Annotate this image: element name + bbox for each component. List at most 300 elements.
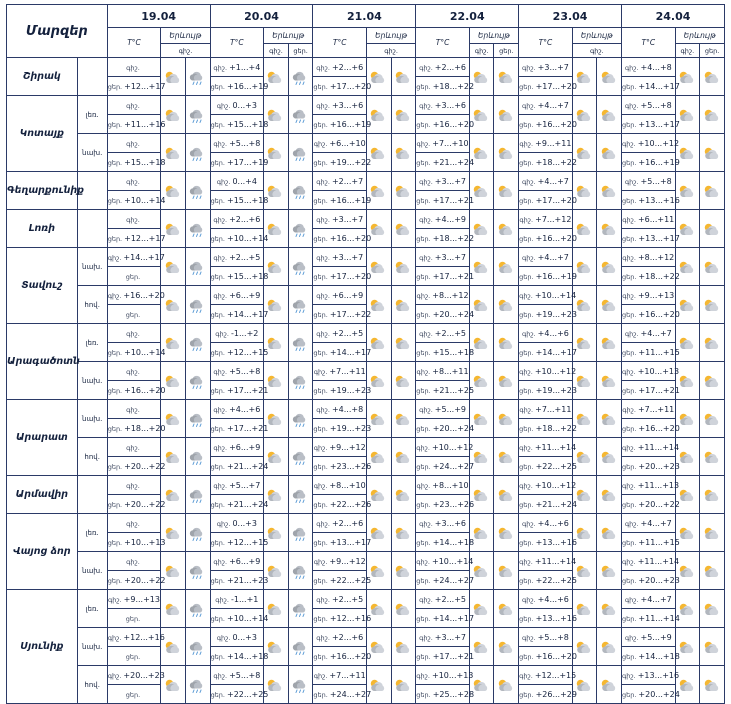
temp-cell: գիշ. +2...+6 xyxy=(313,58,367,77)
cloud-rain-icon xyxy=(185,134,210,172)
table-row xyxy=(7,248,725,267)
temp-cell: գիշ. +8...+10 xyxy=(416,476,470,495)
sun-cloud-icon xyxy=(597,248,622,286)
zone-label: նախ. xyxy=(77,248,107,286)
temp-cell: ցեր. +18...+22 xyxy=(519,153,573,172)
sun-cloud-icon xyxy=(391,362,416,400)
temp-cell: ցեր. +14...+18 xyxy=(622,647,676,666)
sun-cloud-icon xyxy=(391,324,416,362)
zone-label: նախ. xyxy=(77,628,107,666)
zone-label: նախ. xyxy=(77,400,107,438)
temp-cell: ցեր. +22...+25 xyxy=(519,571,573,590)
temp-cell: ցեր. +17...+20 xyxy=(519,191,573,210)
temp-cell: ցեր. xyxy=(107,305,161,324)
temp-cell: գիշ. +4...+8 xyxy=(622,58,676,77)
sun-cloud-icon xyxy=(391,552,416,590)
sun-cloud-icon xyxy=(391,134,416,172)
date-header-2: 21.04 xyxy=(313,5,416,28)
cloud-rain-icon xyxy=(185,476,210,514)
temp-cell: գիշ. +11...+13 xyxy=(622,476,676,495)
temp-cell: գիշ. xyxy=(107,400,161,419)
zone-label: նախ. xyxy=(77,134,107,172)
temp-cell: ցեր. +16...+20 xyxy=(519,115,573,134)
phenomena-header-1: Երևույթ xyxy=(264,28,313,44)
sun-cloud-icon xyxy=(494,514,519,552)
temp-cell: գիշ. +8...+12 xyxy=(416,286,470,305)
temp-cell: ցեր. +17...+21 xyxy=(416,267,470,286)
cloud-rain-icon xyxy=(288,514,313,552)
cloud-rain-icon xyxy=(288,552,313,590)
temp-cell: ցեր. +20...+24 xyxy=(416,419,470,438)
temp-cell: ցեր. xyxy=(107,609,161,628)
night-header-1: գիշ. xyxy=(264,44,289,58)
temp-cell: ցեր. +21...+23 xyxy=(210,571,264,590)
temp-cell: գիշ. +3...+6 xyxy=(313,96,367,115)
sun-cloud-icon xyxy=(597,58,622,96)
sun-cloud-icon xyxy=(700,58,725,96)
temp-cell: գիշ. +11...+14 xyxy=(622,552,676,571)
zone-label: լեռ. xyxy=(77,96,107,134)
temp-cell: գիշ. +1...+4 xyxy=(210,58,264,77)
header-row-dates xyxy=(7,5,725,28)
temp-cell: ցեր. +10...+14 xyxy=(107,343,161,362)
temp-cell: գիշ. +9...+12 xyxy=(313,552,367,571)
night-header-3: գիշ. xyxy=(469,44,494,58)
temp-cell: ցեր. +13...+17 xyxy=(622,229,676,248)
temp-cell: գիշ. +4...+7 xyxy=(622,514,676,533)
cloud-rain-icon xyxy=(288,58,313,96)
temp-cell: գիշ. +11...+14 xyxy=(622,438,676,457)
cloud-rain-icon xyxy=(185,248,210,286)
sun-cloud-icon xyxy=(700,514,725,552)
temp-cell: գիշ. +10...+12 xyxy=(622,134,676,153)
temp-cell: գիշ. +7...+10 xyxy=(416,134,470,153)
temp-cell: գիշ. xyxy=(107,134,161,153)
temp-cell: ցեր. +10...+14 xyxy=(107,191,161,210)
temp-cell: գիշ. 0...+3 xyxy=(210,628,264,647)
temp-cell: գիշ. +7...+11 xyxy=(313,362,367,381)
sun-cloud-icon xyxy=(391,666,416,704)
temp-cell: գիշ. +6...+11 xyxy=(622,210,676,229)
temp-cell: ցեր. +20...+22 xyxy=(622,495,676,514)
temp-cell: գիշ. 0...+3 xyxy=(210,96,264,115)
temp-cell: ցեր. +17...+20 xyxy=(313,77,367,96)
zone-label: լեռ. xyxy=(77,324,107,362)
temp-cell: ցեր. +16...+20 xyxy=(107,381,161,400)
temp-cell: գիշ. +16...+20 xyxy=(107,286,161,305)
cloud-rain-icon xyxy=(288,666,313,704)
temp-cell: ցեր. +17...+20 xyxy=(313,267,367,286)
cloud-rain-icon xyxy=(185,210,210,248)
temp-cell: գիշ. +10...+13 xyxy=(622,362,676,381)
cloud-rain-icon xyxy=(185,96,210,134)
temp-cell: ցեր. +18...+20 xyxy=(107,419,161,438)
sun-cloud-icon xyxy=(494,248,519,286)
temp-cell: ցեր. +10...+14 xyxy=(210,609,264,628)
cloud-rain-icon xyxy=(288,362,313,400)
temp-header-4: T°C xyxy=(519,28,573,58)
temp-cell: ցեր. +12...+16 xyxy=(313,609,367,628)
temp-cell: գիշ. +14...+17 xyxy=(107,248,161,267)
temp-cell: ցեր. +20...+24 xyxy=(622,685,676,704)
sun-cloud-icon xyxy=(700,666,725,704)
sun-cloud-icon xyxy=(494,438,519,476)
sun-cloud-icon xyxy=(597,590,622,628)
temp-cell: ցեր. +17...+21 xyxy=(210,419,264,438)
temp-cell: ցեր. +16...+20 xyxy=(416,115,470,134)
temp-cell: գիշ. +4...+8 xyxy=(313,400,367,419)
temp-cell: ցեր. +15...+18 xyxy=(210,267,264,286)
temp-cell: գիշ. +10...+12 xyxy=(416,438,470,457)
temp-cell: գիշ. +5...+9 xyxy=(622,628,676,647)
temp-cell: գիշ. +2...+6 xyxy=(416,58,470,77)
temp-cell: ցեր. +22...+25 xyxy=(519,457,573,476)
table-row xyxy=(7,172,725,191)
date-header-3: 22.04 xyxy=(416,5,519,28)
temp-cell: ցեր. +20...+23 xyxy=(622,457,676,476)
temp-cell: գիշ. +4...+6 xyxy=(519,514,573,533)
temp-cell: ցեր. +12...+15 xyxy=(210,343,264,362)
temp-cell: ցեր. +18...+22 xyxy=(416,229,470,248)
cloud-rain-icon xyxy=(185,58,210,96)
temp-cell: գիշ. xyxy=(107,552,161,571)
temp-cell: գիշ. +9...+13 xyxy=(107,590,161,609)
temp-cell: գիշ. +3...+6 xyxy=(416,96,470,115)
cloud-rain-icon xyxy=(288,134,313,172)
temp-cell: ցեր. +13...+16 xyxy=(519,533,573,552)
temp-cell: գիշ. +6...+9 xyxy=(210,552,264,571)
temp-cell: ցեր. +10...+14 xyxy=(210,229,264,248)
sun-cloud-icon xyxy=(391,58,416,96)
sun-cloud-icon xyxy=(494,552,519,590)
temp-cell: գիշ. +2...+5 xyxy=(313,590,367,609)
region-name-6: Արարատ xyxy=(7,400,78,476)
temp-cell: գիշ. xyxy=(107,514,161,533)
temp-cell: գիշ. 0...+3 xyxy=(210,514,264,533)
temp-cell: ցեր. +18...+22 xyxy=(622,267,676,286)
temp-cell: ցեր. +19...+23 xyxy=(313,381,367,400)
sun-cloud-icon xyxy=(597,210,622,248)
cloud-rain-icon xyxy=(185,400,210,438)
sun-cloud-icon xyxy=(597,666,622,704)
temp-cell: գիշ. +4...+7 xyxy=(519,172,573,191)
phenomena-header-0: Երևույթ xyxy=(161,28,210,44)
table-row xyxy=(7,58,725,77)
sun-cloud-icon xyxy=(700,590,725,628)
zone-label: նախ. xyxy=(77,362,107,400)
temp-cell: գիշ. +11...+14 xyxy=(519,552,573,571)
cloud-rain-icon xyxy=(288,210,313,248)
cloud-rain-icon xyxy=(288,476,313,514)
sun-cloud-icon xyxy=(597,172,622,210)
sun-cloud-icon xyxy=(675,666,700,704)
sun-cloud-icon xyxy=(469,628,494,666)
table-body xyxy=(7,58,725,704)
temp-cell: ցեր. +16...+19 xyxy=(622,153,676,172)
cloud-rain-icon xyxy=(185,514,210,552)
region-name-2: Գեղարքունիք xyxy=(7,172,78,210)
temp-cell: գիշ. +5...+8 xyxy=(622,96,676,115)
sun-cloud-icon xyxy=(700,286,725,324)
night-day-header-0: գիշ. xyxy=(161,44,210,58)
temp-cell: գիշ. +2...+7 xyxy=(313,172,367,191)
temp-cell: գիշ. +3...+7 xyxy=(416,172,470,191)
temp-cell: գիշ. +5...+8 xyxy=(519,628,573,647)
temp-cell: ցեր. +24...+27 xyxy=(416,457,470,476)
temp-cell: ցեր. +15...+18 xyxy=(210,191,264,210)
temp-cell: գիշ. +13...+16 xyxy=(622,666,676,685)
cloud-rain-icon xyxy=(185,552,210,590)
temp-cell: գիշ. +10...+14 xyxy=(519,286,573,305)
temp-cell: գիշ. +8...+10 xyxy=(313,476,367,495)
temp-cell: գիշ. xyxy=(107,172,161,191)
temp-cell: գիշ. +2...+6 xyxy=(313,514,367,533)
phenomena-header-2: Երևույթ xyxy=(366,28,415,44)
temp-cell: ցեր. +23...+26 xyxy=(313,457,367,476)
temp-cell: ցեր. +20...+22 xyxy=(107,571,161,590)
sun-cloud-icon xyxy=(469,590,494,628)
temp-cell: գիշ. +11...+14 xyxy=(519,438,573,457)
temp-cell: ցեր. +18...+22 xyxy=(416,77,470,96)
sun-cloud-icon xyxy=(391,628,416,666)
phenomena-header-5: Երևույթ xyxy=(675,28,724,44)
temp-cell: ցեր. +14...+17 xyxy=(519,343,573,362)
temp-cell: ցեր. +22...+25 xyxy=(210,685,264,704)
temp-cell: ցեր. +17...+21 xyxy=(416,647,470,666)
cloud-rain-icon xyxy=(185,324,210,362)
sun-cloud-icon xyxy=(391,400,416,438)
temp-cell: գիշ. +9...+12 xyxy=(313,438,367,457)
zone-label: հով. xyxy=(77,286,107,324)
phenomena-header-4: Երևույթ xyxy=(572,28,621,44)
sun-cloud-icon xyxy=(366,628,391,666)
temp-cell: գիշ. xyxy=(107,476,161,495)
sun-cloud-icon xyxy=(572,590,597,628)
temp-cell: ցեր. +17...+22 xyxy=(313,305,367,324)
temp-cell: ցեր. +12...+15 xyxy=(210,533,264,552)
temp-cell: գիշ. -1...+2 xyxy=(210,324,264,343)
temp-cell: ցեր. +19...+23 xyxy=(313,419,367,438)
zone-label: հով. xyxy=(77,438,107,476)
temp-cell: գիշ. +4...+6 xyxy=(519,590,573,609)
sun-cloud-icon xyxy=(391,590,416,628)
temp-cell: ցեր. +10...+13 xyxy=(107,533,161,552)
sun-cloud-icon xyxy=(494,628,519,666)
sun-cloud-icon xyxy=(597,362,622,400)
temp-cell: ցեր. +20...+22 xyxy=(107,495,161,514)
sun-cloud-icon xyxy=(700,400,725,438)
temp-cell: ցեր. +12...+17 xyxy=(107,77,161,96)
sun-cloud-icon xyxy=(597,476,622,514)
temp-cell: գիշ. +6...+9 xyxy=(210,438,264,457)
table-row xyxy=(7,552,725,571)
table-row xyxy=(7,590,725,609)
temp-cell: գիշ. +5...+8 xyxy=(210,134,264,153)
sun-cloud-icon xyxy=(700,438,725,476)
day-header-3: ցեր. xyxy=(494,44,519,58)
temp-cell: գիշ. xyxy=(107,324,161,343)
table-row xyxy=(7,666,725,685)
day-header-5: ցեր. xyxy=(700,44,725,58)
night-header-5: գիշ. xyxy=(675,44,700,58)
temp-cell: գիշ. xyxy=(107,58,161,77)
temp-cell: գիշ. +6...+10 xyxy=(313,134,367,153)
temp-cell: ցեր. +20...+23 xyxy=(622,571,676,590)
table-row xyxy=(7,96,725,115)
cloud-rain-icon xyxy=(185,172,210,210)
temp-cell: ցեր. +17...+19 xyxy=(210,153,264,172)
temp-cell: գիշ. +2...+6 xyxy=(313,628,367,647)
temp-cell: ցեր. xyxy=(107,267,161,286)
sun-cloud-icon xyxy=(264,590,289,628)
cloud-rain-icon xyxy=(185,362,210,400)
temp-cell: գիշ. +2...+5 xyxy=(416,590,470,609)
cloud-rain-icon xyxy=(288,438,313,476)
temp-cell: գիշ. +8...+12 xyxy=(622,248,676,267)
temp-cell: գիշ. +4...+6 xyxy=(519,324,573,343)
sun-cloud-icon xyxy=(700,628,725,666)
temp-cell: գիշ. +10...+14 xyxy=(416,552,470,571)
sun-cloud-icon xyxy=(494,134,519,172)
temp-cell: ցեր. +14...+17 xyxy=(210,305,264,324)
sun-cloud-icon xyxy=(494,476,519,514)
temp-header-3: T°C xyxy=(416,28,470,58)
sun-cloud-icon xyxy=(391,286,416,324)
temp-cell: գիշ. +9...+13 xyxy=(622,286,676,305)
cloud-rain-icon xyxy=(288,96,313,134)
table-row xyxy=(7,438,725,457)
sun-cloud-icon xyxy=(366,590,391,628)
sun-cloud-icon xyxy=(264,666,289,704)
weather-forecast-table xyxy=(6,4,725,704)
zone-label: լեռ. xyxy=(77,514,107,552)
temp-cell: գիշ. +4...+7 xyxy=(622,324,676,343)
region-name-1: Կոտայք xyxy=(7,96,78,172)
temp-cell: ցեր. +21...+24 xyxy=(210,457,264,476)
sun-cloud-icon xyxy=(700,172,725,210)
temp-cell: գիշ. 0...+4 xyxy=(210,172,264,191)
temp-cell: ցեր. +16...+19 xyxy=(210,77,264,96)
temp-cell: ցեր. +14...+17 xyxy=(416,609,470,628)
region-name-7: Արմավիր xyxy=(7,476,78,514)
temp-cell: գիշ. +4...+9 xyxy=(416,210,470,229)
temp-cell: գիշ. +3...+6 xyxy=(416,514,470,533)
cloud-rain-icon xyxy=(185,438,210,476)
sun-cloud-icon xyxy=(700,552,725,590)
sun-cloud-icon xyxy=(572,666,597,704)
table-row xyxy=(7,476,725,495)
zone-label xyxy=(77,476,107,514)
date-header-4: 23.04 xyxy=(519,5,622,28)
temp-cell: ցեր. +15...+18 xyxy=(416,343,470,362)
temp-cell: ցեր. +25...+28 xyxy=(416,685,470,704)
table-row xyxy=(7,210,725,229)
cloud-rain-icon xyxy=(185,666,210,704)
temp-cell: գիշ. +2...+5 xyxy=(210,248,264,267)
temp-cell: գիշ. +4...+7 xyxy=(622,590,676,609)
temp-cell: գիշ. +6...+9 xyxy=(210,286,264,305)
temp-cell: գիշ. +2...+6 xyxy=(210,210,264,229)
temp-cell: ցեր. +24...+27 xyxy=(416,571,470,590)
region-name-0: Շիրակ xyxy=(7,58,78,96)
phenomena-header-3: Երևույթ xyxy=(469,28,518,44)
sun-cloud-icon xyxy=(494,400,519,438)
temp-cell: ցեր. +24...+27 xyxy=(313,685,367,704)
temp-cell: ցեր. +16...+20 xyxy=(622,419,676,438)
temp-cell: ցեր. +16...+19 xyxy=(313,191,367,210)
sun-cloud-icon xyxy=(597,400,622,438)
temp-cell: գիշ. +2...+5 xyxy=(313,324,367,343)
sun-cloud-icon xyxy=(597,96,622,134)
temp-cell: գիշ. xyxy=(107,96,161,115)
temp-cell: ցեր. +16...+20 xyxy=(519,647,573,666)
temp-cell: գիշ. +7...+11 xyxy=(622,400,676,419)
cloud-rain-icon xyxy=(288,590,313,628)
temp-cell: ցեր. +16...+20 xyxy=(313,229,367,248)
temp-cell: ցեր. +16...+20 xyxy=(313,647,367,666)
zone-label: նախ. xyxy=(77,552,107,590)
date-header-0: 19.04 xyxy=(107,5,210,28)
table-row xyxy=(7,134,725,153)
cloud-rain-icon xyxy=(288,324,313,362)
temp-cell: գիշ. -1...+1 xyxy=(210,590,264,609)
temp-cell: գիշ. +5...+8 xyxy=(622,172,676,191)
sun-cloud-icon xyxy=(700,248,725,286)
sun-cloud-icon xyxy=(597,286,622,324)
temp-cell: ցեր. +20...+24 xyxy=(416,305,470,324)
sun-cloud-icon xyxy=(494,324,519,362)
sun-cloud-icon xyxy=(597,324,622,362)
temp-cell: գիշ. +10...+12 xyxy=(519,476,573,495)
cloud-rain-icon xyxy=(288,400,313,438)
date-header-1: 20.04 xyxy=(210,5,313,28)
cloud-rain-icon xyxy=(185,286,210,324)
temp-cell: ցեր. +21...+25 xyxy=(416,381,470,400)
sun-cloud-icon xyxy=(700,324,725,362)
sun-cloud-icon xyxy=(494,172,519,210)
table-row xyxy=(7,286,725,305)
temp-cell: գիշ. +3...+7 xyxy=(416,248,470,267)
sun-cloud-icon xyxy=(494,96,519,134)
temp-cell: ցեր. +22...+25 xyxy=(313,571,367,590)
temp-cell: ցեր. +13...+16 xyxy=(622,191,676,210)
cloud-rain-icon xyxy=(185,590,210,628)
temp-cell: ցեր. +14...+17 xyxy=(622,77,676,96)
sun-cloud-icon xyxy=(161,590,186,628)
temp-cell: գիշ. +2...+5 xyxy=(416,324,470,343)
temp-cell: ցեր. +14...+18 xyxy=(210,647,264,666)
table-row xyxy=(7,324,725,343)
sun-cloud-icon xyxy=(597,552,622,590)
temp-cell: ցեր. +15...+18 xyxy=(210,115,264,134)
sun-cloud-icon xyxy=(264,628,289,666)
table-row xyxy=(7,514,725,533)
temp-cell: գիշ. +3...+7 xyxy=(313,248,367,267)
table-row xyxy=(7,362,725,381)
sun-cloud-icon xyxy=(391,476,416,514)
sun-cloud-icon xyxy=(494,590,519,628)
cloud-rain-icon xyxy=(185,628,210,666)
temp-cell: ցեր. +14...+17 xyxy=(313,343,367,362)
temp-cell: ցեր. +11...+15 xyxy=(622,533,676,552)
sun-cloud-icon xyxy=(572,628,597,666)
cloud-rain-icon xyxy=(288,628,313,666)
temp-cell: գիշ. +8...+11 xyxy=(416,362,470,381)
sun-cloud-icon xyxy=(161,666,186,704)
temp-header-0: T°C xyxy=(107,28,161,58)
temp-cell: ցեր. +19...+23 xyxy=(519,381,573,400)
sun-cloud-icon xyxy=(161,628,186,666)
